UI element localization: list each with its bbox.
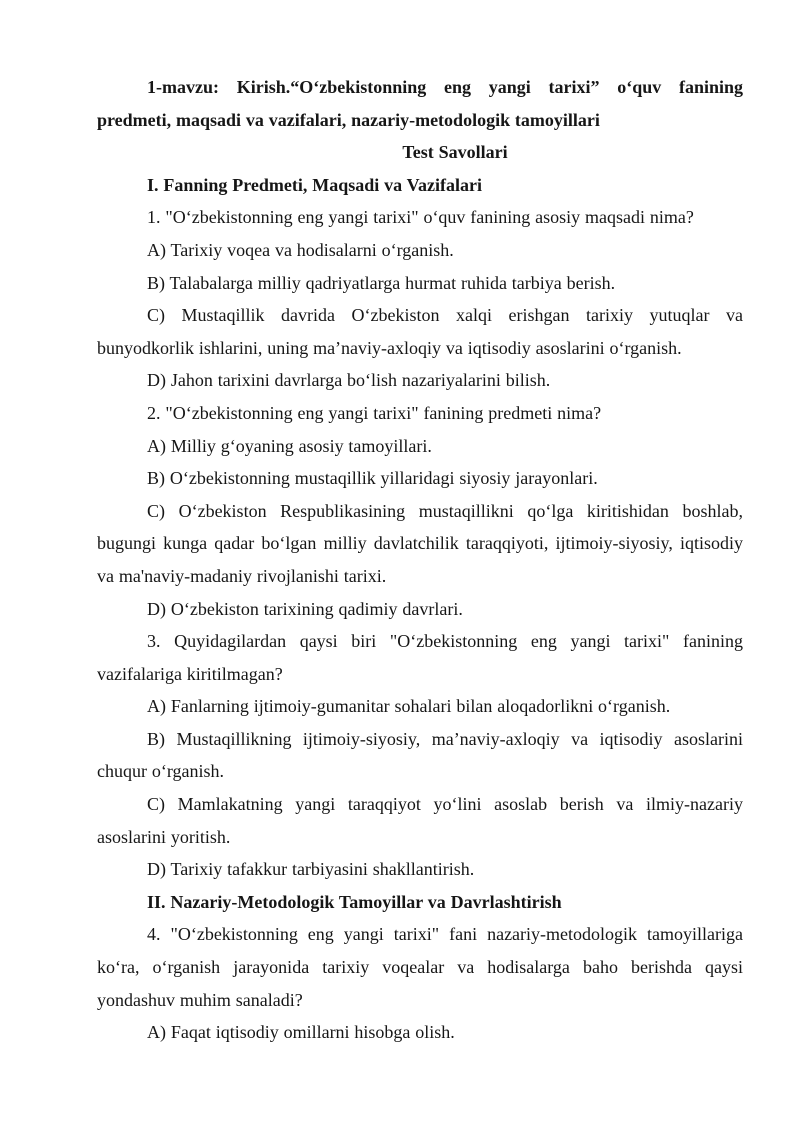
answer-option: A) Fanlarning ijtimoiy-gumanitar sohalari bilan aloqadorlikni o‘rganish.	[147, 696, 671, 717]
answer-option: D) Tarixiy tafakkur tarbiyasini shakllantirish.	[147, 859, 475, 880]
question-text: 2. "O‘zbekistonning eng yangi tarixi" fanining predmeti nima?	[147, 402, 602, 423]
answer-option: C) O‘zbekiston Respublikasining mustaqillikni qo‘lga kiritishidan boshlab, bugungi kunga qadar bo‘lgan milliy davlatchilik taraqqiyoti, ijtimoiy-siyosiy, iqtisodiy va ma'naviy-madaniy rivojlanishi tarixi.	[97, 500, 743, 586]
answer-option: B) Talabalarga milliy qadriyatlarga hurmat ruhida tarbiya berish.	[147, 272, 616, 293]
answer-option: B) O‘zbekistonning mustaqillik yillaridagi siyosiy jarayonlari.	[147, 468, 598, 489]
document-title: 1-mavzu: Kirish.“O‘zbekistonning eng yangi tarixi” o‘quv fanining predmeti, maqsadi va vazifalari, nazariy-metodologik tamoyillari	[97, 77, 743, 130]
answer-option: A) Tarixiy voqea va hodisalarni o‘rganish.	[147, 239, 454, 260]
question-text: 1. "O‘zbekistonning eng yangi tarixi" o‘quv fanining asosiy maqsadi nima?	[147, 207, 694, 228]
question-text: 3. Quyidagilardan qaysi biri "O‘zbekistonning eng yangi tarixi" fanining vazifalariga kiritilmagan?	[97, 631, 743, 684]
document-subtitle: Test Savollari	[402, 142, 508, 163]
answer-option: A) Milliy g‘oyaning asosiy tamoyillari.	[147, 435, 432, 456]
answer-option: D) Jahon tarixini davrlarga bo‘lish nazariyalarini bilish.	[147, 370, 551, 391]
answer-option: B) Mustaqillikning ijtimoiy-siyosiy, ma’naviy-axloqiy va iqtisodiy asoslarini chuqur o‘rganish.	[97, 728, 743, 782]
section-heading: II. Nazariy-Metodologik Tamoyillar va Davrlashtirish	[147, 891, 562, 912]
answer-option: D) O‘zbekiston tarixining qadimiy davrlari.	[147, 598, 463, 619]
section-heading: I. Fanning Predmeti, Maqsadi va Vazifalari	[147, 174, 482, 195]
answer-option: C) Mamlakatning yangi taraqqiyot yo‘lini asoslab berish va ilmiy-nazariy asoslarini yoritish.	[97, 794, 743, 847]
answer-option: A) Faqat iqtisodiy omillarni hisobga olish.	[147, 1022, 455, 1043]
answer-option: C) Mustaqillik davrida O‘zbekiston xalqi erishgan tarixiy yutuqlar va bunyodkorlik ishlarini, uning ma’naviy-axloqiy va iqtisodiy asoslarini o‘rganish.	[97, 305, 743, 358]
question-text: 4. "O‘zbekistonning eng yangi tarixi" fani nazariy-metodologik tamoyillariga ko‘ra, o‘rganish jarayonida tarixiy voqealar va hodisalarga baho berishda qaysi yondashuv muhim sanaladi?	[97, 924, 743, 1010]
